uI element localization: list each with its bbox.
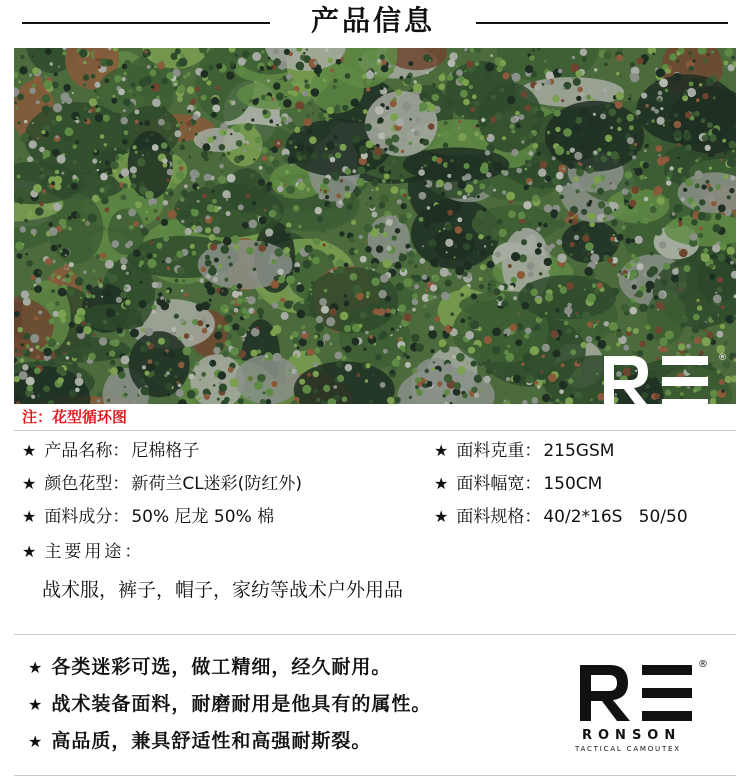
feature-item: ★ 高品质，兼具舒适性和高强耐斯裂。	[28, 730, 372, 752]
section-header	[0, 0, 750, 44]
star-icon: ★	[22, 507, 37, 526]
star-icon: ★	[434, 441, 449, 460]
star-icon: ★	[28, 695, 44, 714]
divider-middle	[14, 634, 736, 635]
feature-item: ★ 各类迷彩可选，做工精细，经久耐用。	[28, 656, 392, 678]
logo-tagline: TACTICAL CAMOUTEX	[575, 745, 681, 753]
divider-bottom	[14, 775, 736, 776]
usage-heading: ★ 主要用途：	[22, 542, 145, 562]
spec-composition: ★ 面料成分： 50% 尼龙 50% 棉	[22, 507, 275, 527]
star-icon: ★	[28, 658, 44, 677]
star-icon: ★	[434, 507, 449, 526]
spec-color-pattern: ★ 颜色花型： 新荷兰CL迷彩(防红外)	[22, 474, 302, 494]
pattern-note: 注：花型循环图	[22, 408, 128, 426]
feature-item: ★ 战术装备面料，耐磨耐用是他具有的属性。	[28, 693, 432, 715]
header-rule-left	[22, 22, 270, 24]
spec-weight: ★ 面料克重： 215GSM	[434, 441, 615, 461]
star-icon: ★	[434, 474, 449, 493]
spec-width: ★ 面料幅宽： 150CM	[434, 474, 603, 494]
spec-yarn: ★ 面料规格： 40/2*16S 50/50	[434, 507, 688, 527]
logo-wordmark: RONSON	[582, 728, 682, 743]
spec-product-name: ★ 产品名称： 尼棉格子	[22, 441, 200, 461]
star-icon: ★	[22, 441, 37, 460]
page-title: 产品信息	[310, 4, 435, 37]
registered-mark: ®	[698, 659, 708, 670]
ronson-logo	[570, 655, 720, 755]
ronson-logo-overlay: ® RONSON TACTICAL CAMOUTEX	[600, 353, 727, 440]
star-icon: ★	[22, 474, 37, 493]
star-icon: ★	[22, 542, 37, 561]
header-rule-right	[476, 22, 728, 24]
divider-top	[14, 430, 736, 431]
star-icon: ★	[28, 732, 44, 751]
registered-mark: ®	[718, 353, 727, 363]
usage-text: 战术服，裤子，帽子，家纺等战术户外用品	[42, 579, 404, 601]
